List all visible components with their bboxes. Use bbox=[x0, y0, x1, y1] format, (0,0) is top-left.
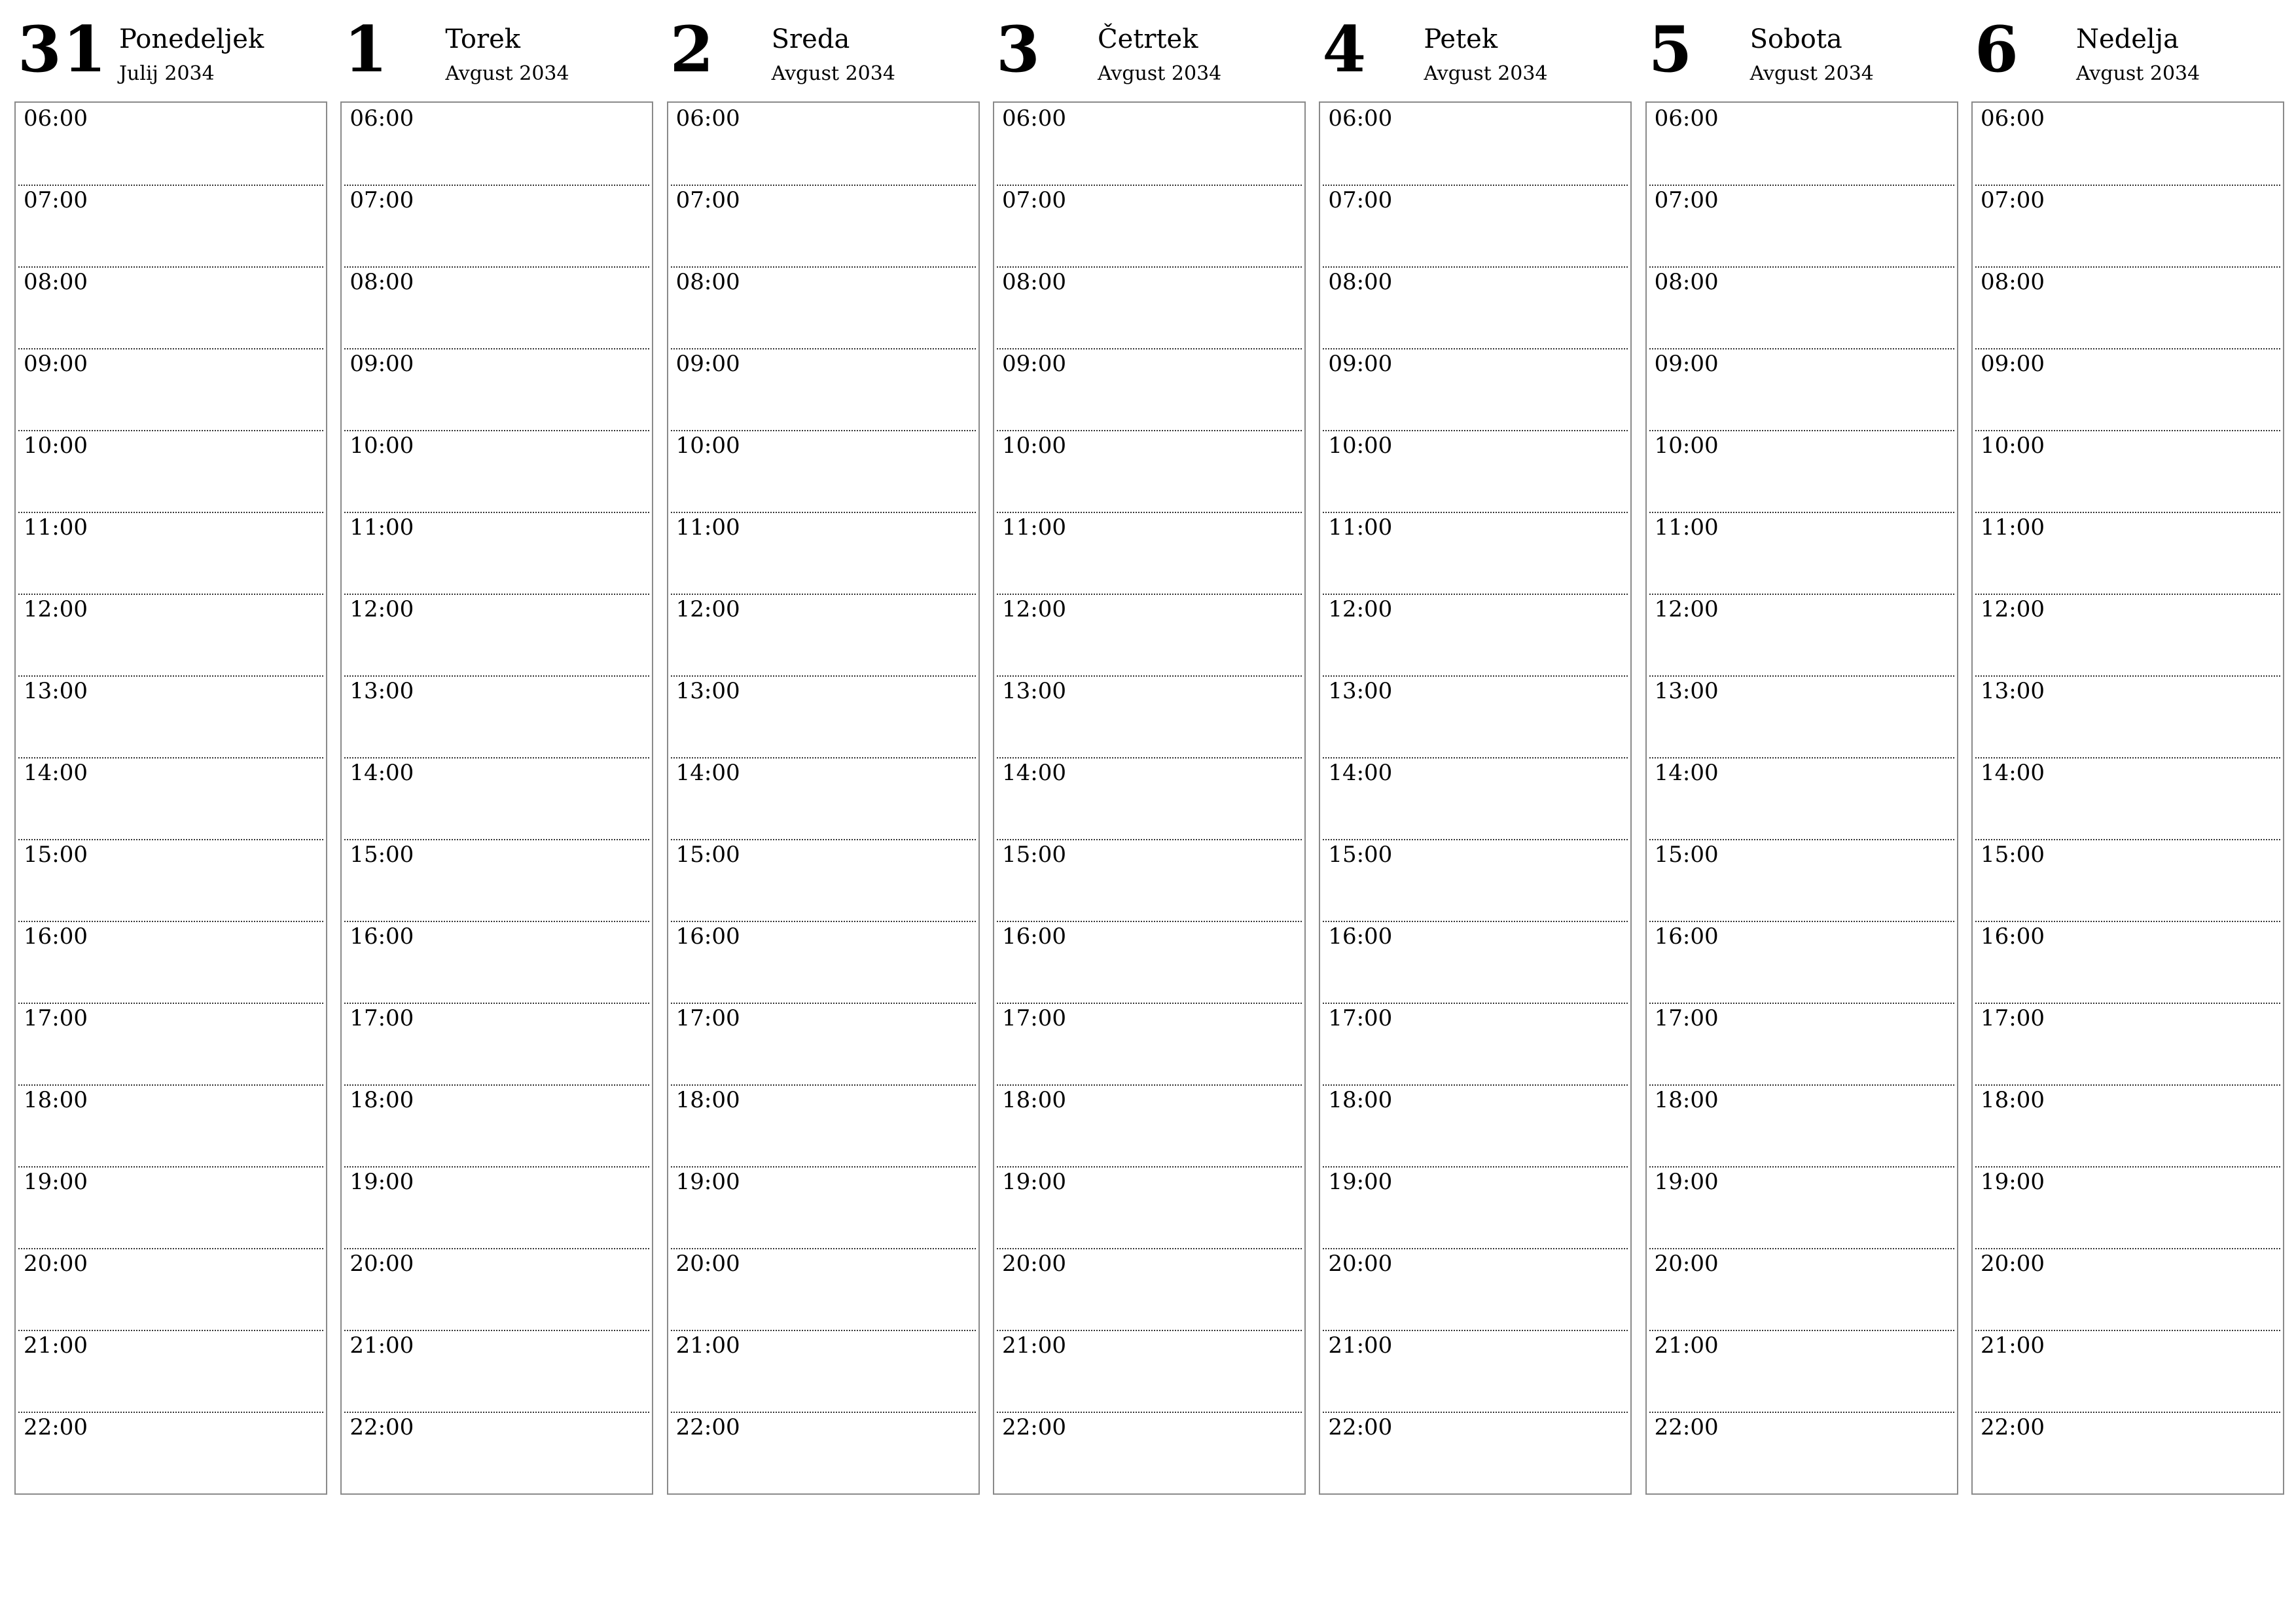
time-slot[interactable] bbox=[1320, 348, 1630, 430]
time-slot[interactable] bbox=[16, 1003, 326, 1084]
time-slot[interactable] bbox=[16, 348, 326, 430]
day-month: Avgust 2034 bbox=[1097, 62, 1222, 85]
time-slot[interactable] bbox=[668, 103, 978, 185]
time-label: 21:00 bbox=[1980, 1332, 2045, 1359]
time-slot[interactable] bbox=[1973, 1003, 2283, 1084]
time-slot[interactable] bbox=[342, 921, 652, 1003]
time-slot[interactable] bbox=[1973, 348, 2283, 430]
time-label: 14:00 bbox=[350, 760, 414, 786]
day-header bbox=[340, 0, 653, 98]
time-slot[interactable] bbox=[16, 757, 326, 839]
time-slot[interactable] bbox=[994, 266, 1304, 348]
day-header bbox=[993, 0, 1306, 98]
time-label: 12:00 bbox=[1328, 596, 1393, 622]
time-slot[interactable] bbox=[668, 839, 978, 921]
day-schedule-box bbox=[1971, 101, 2284, 1495]
time-label: 07:00 bbox=[675, 187, 740, 213]
time-label: 10:00 bbox=[1001, 433, 1066, 459]
time-slot[interactable] bbox=[1973, 430, 2283, 512]
time-label: 13:00 bbox=[1001, 678, 1066, 704]
time-label: 14:00 bbox=[1001, 760, 1066, 786]
time-slot[interactable] bbox=[342, 1330, 652, 1412]
time-slot[interactable] bbox=[1647, 921, 1957, 1003]
time-slot[interactable] bbox=[1647, 1330, 1957, 1412]
time-slot[interactable] bbox=[1973, 1412, 2283, 1493]
time-slot[interactable] bbox=[994, 675, 1304, 757]
time-slot[interactable] bbox=[16, 103, 326, 185]
time-label: 08:00 bbox=[1328, 269, 1393, 295]
day-name: Četrtek bbox=[1097, 24, 1198, 54]
time-slot[interactable] bbox=[16, 1412, 326, 1493]
time-label: 08:00 bbox=[675, 269, 740, 295]
day-month: Avgust 2034 bbox=[2075, 62, 2200, 85]
time-label: 09:00 bbox=[24, 351, 88, 377]
time-label: 09:00 bbox=[350, 351, 414, 377]
time-label: 07:00 bbox=[1980, 187, 2045, 213]
time-label: 09:00 bbox=[675, 351, 740, 377]
time-slot[interactable] bbox=[1647, 594, 1957, 675]
time-slot[interactable] bbox=[1973, 594, 2283, 675]
time-label: 17:00 bbox=[1001, 1005, 1066, 1031]
time-slot[interactable] bbox=[1320, 675, 1630, 757]
time-slot[interactable] bbox=[1647, 675, 1957, 757]
time-label: 11:00 bbox=[675, 514, 740, 541]
time-label: 20:00 bbox=[1328, 1251, 1393, 1277]
time-label: 12:00 bbox=[1654, 596, 1719, 622]
time-label: 11:00 bbox=[1001, 514, 1066, 541]
time-slot[interactable] bbox=[1647, 1084, 1957, 1166]
time-label: 13:00 bbox=[1328, 678, 1393, 704]
time-slot[interactable] bbox=[994, 757, 1304, 839]
time-label: 11:00 bbox=[24, 514, 88, 541]
time-slot[interactable] bbox=[668, 348, 978, 430]
time-label: 16:00 bbox=[1001, 923, 1066, 950]
time-label: 08:00 bbox=[24, 269, 88, 295]
time-label: 15:00 bbox=[24, 842, 88, 868]
time-label: 13:00 bbox=[1980, 678, 2045, 704]
time-slot[interactable] bbox=[668, 266, 978, 348]
time-slot[interactable] bbox=[1320, 512, 1630, 594]
time-label: 22:00 bbox=[24, 1414, 88, 1440]
time-slot[interactable] bbox=[668, 1166, 978, 1248]
time-label: 22:00 bbox=[1980, 1414, 2045, 1440]
day-header bbox=[1645, 0, 1958, 98]
time-slot[interactable] bbox=[1647, 430, 1957, 512]
day-schedule-box bbox=[14, 101, 327, 1495]
time-slot[interactable] bbox=[1973, 512, 2283, 594]
time-slot[interactable] bbox=[994, 594, 1304, 675]
time-slot[interactable] bbox=[1647, 266, 1957, 348]
time-slot[interactable] bbox=[1973, 1248, 2283, 1330]
time-label: 11:00 bbox=[1980, 514, 2045, 541]
time-slot[interactable] bbox=[16, 594, 326, 675]
day-name: Sreda bbox=[771, 24, 850, 54]
time-label: 20:00 bbox=[24, 1251, 88, 1277]
day-month: Avgust 2034 bbox=[445, 62, 569, 85]
time-slot[interactable] bbox=[668, 1084, 978, 1166]
time-label: 21:00 bbox=[1001, 1332, 1066, 1359]
day-column bbox=[1971, 0, 2284, 1505]
time-label: 12:00 bbox=[350, 596, 414, 622]
time-label: 19:00 bbox=[675, 1169, 740, 1195]
time-label: 13:00 bbox=[350, 678, 414, 704]
time-label: 20:00 bbox=[1980, 1251, 2045, 1277]
time-label: 19:00 bbox=[1980, 1169, 2045, 1195]
time-label: 12:00 bbox=[24, 596, 88, 622]
time-label: 06:00 bbox=[1328, 105, 1393, 132]
time-label: 09:00 bbox=[1980, 351, 2045, 377]
time-label: 17:00 bbox=[1328, 1005, 1393, 1031]
time-label: 15:00 bbox=[675, 842, 740, 868]
time-slot[interactable] bbox=[1320, 266, 1630, 348]
time-label: 12:00 bbox=[1980, 596, 2045, 622]
day-number: 4 bbox=[1322, 12, 1368, 86]
time-slot[interactable] bbox=[16, 185, 326, 266]
time-slot[interactable] bbox=[668, 185, 978, 266]
time-label: 11:00 bbox=[1654, 514, 1719, 541]
day-header bbox=[667, 0, 980, 98]
day-schedule-box bbox=[1645, 101, 1958, 1495]
time-slot[interactable] bbox=[1320, 1003, 1630, 1084]
time-label: 15:00 bbox=[1328, 842, 1393, 868]
time-slot[interactable] bbox=[668, 594, 978, 675]
time-slot[interactable] bbox=[994, 185, 1304, 266]
time-label: 16:00 bbox=[1980, 923, 2045, 950]
time-slot[interactable] bbox=[1973, 1166, 2283, 1248]
day-name: Petek bbox=[1424, 24, 1498, 54]
time-label: 09:00 bbox=[1654, 351, 1719, 377]
time-label: 14:00 bbox=[1654, 760, 1719, 786]
time-label: 07:00 bbox=[1328, 187, 1393, 213]
day-name: Torek bbox=[445, 24, 521, 54]
time-label: 10:00 bbox=[675, 433, 740, 459]
time-slot[interactable] bbox=[1320, 1084, 1630, 1166]
time-label: 11:00 bbox=[1328, 514, 1393, 541]
time-label: 12:00 bbox=[675, 596, 740, 622]
day-column bbox=[1319, 0, 1632, 1505]
time-slot[interactable] bbox=[994, 1248, 1304, 1330]
day-schedule-box bbox=[1319, 101, 1632, 1495]
time-label: 13:00 bbox=[24, 678, 88, 704]
day-column bbox=[667, 0, 980, 1505]
time-slot[interactable] bbox=[342, 1248, 652, 1330]
time-label: 20:00 bbox=[1001, 1251, 1066, 1277]
time-slot[interactable] bbox=[16, 921, 326, 1003]
time-label: 11:00 bbox=[350, 514, 414, 541]
weekly-planner bbox=[14, 0, 2284, 1505]
time-slot[interactable] bbox=[668, 1330, 978, 1412]
day-number: 1 bbox=[344, 12, 389, 86]
time-slot[interactable] bbox=[1973, 103, 2283, 185]
time-slot[interactable] bbox=[668, 675, 978, 757]
time-label: 18:00 bbox=[1654, 1087, 1719, 1113]
time-slot[interactable] bbox=[16, 266, 326, 348]
time-label: 07:00 bbox=[1001, 187, 1066, 213]
time-label: 09:00 bbox=[1001, 351, 1066, 377]
day-number: 3 bbox=[996, 12, 1041, 86]
time-slot[interactable] bbox=[1320, 921, 1630, 1003]
time-slot[interactable] bbox=[16, 1248, 326, 1330]
time-label: 22:00 bbox=[1328, 1414, 1393, 1440]
time-slot[interactable] bbox=[994, 1412, 1304, 1493]
time-slot[interactable] bbox=[668, 921, 978, 1003]
time-slot[interactable] bbox=[1973, 675, 2283, 757]
time-label: 15:00 bbox=[350, 842, 414, 868]
time-slot[interactable] bbox=[342, 757, 652, 839]
time-label: 10:00 bbox=[1654, 433, 1719, 459]
time-slot[interactable] bbox=[668, 512, 978, 594]
time-label: 07:00 bbox=[1654, 187, 1719, 213]
time-label: 19:00 bbox=[350, 1169, 414, 1195]
time-label: 17:00 bbox=[350, 1005, 414, 1031]
time-label: 20:00 bbox=[350, 1251, 414, 1277]
time-label: 06:00 bbox=[1980, 105, 2045, 132]
day-column bbox=[1645, 0, 1958, 1505]
day-name: Ponedeljek bbox=[119, 24, 264, 54]
day-name: Nedelja bbox=[2075, 24, 2179, 54]
time-slot[interactable] bbox=[1320, 1330, 1630, 1412]
time-label: 13:00 bbox=[1654, 678, 1719, 704]
time-slot[interactable] bbox=[342, 430, 652, 512]
time-slot[interactable] bbox=[342, 1084, 652, 1166]
time-slot[interactable] bbox=[1647, 348, 1957, 430]
time-label: 16:00 bbox=[675, 923, 740, 950]
time-label: 10:00 bbox=[350, 433, 414, 459]
day-month: Avgust 2034 bbox=[771, 62, 895, 85]
day-column bbox=[340, 0, 653, 1505]
time-slot[interactable] bbox=[342, 1166, 652, 1248]
time-slot[interactable] bbox=[1647, 512, 1957, 594]
time-slot[interactable] bbox=[994, 839, 1304, 921]
time-slot[interactable] bbox=[1320, 594, 1630, 675]
time-label: 08:00 bbox=[1654, 269, 1719, 295]
day-header bbox=[1971, 0, 2284, 98]
time-slot[interactable] bbox=[342, 594, 652, 675]
time-slot[interactable] bbox=[994, 921, 1304, 1003]
time-slot[interactable] bbox=[1647, 1412, 1957, 1493]
time-label: 14:00 bbox=[1328, 760, 1393, 786]
time-label: 18:00 bbox=[1328, 1087, 1393, 1113]
time-slot[interactable] bbox=[1973, 839, 2283, 921]
time-slot[interactable] bbox=[994, 512, 1304, 594]
time-label: 18:00 bbox=[1980, 1087, 2045, 1113]
day-header bbox=[14, 0, 327, 98]
time-slot[interactable] bbox=[342, 1003, 652, 1084]
time-label: 10:00 bbox=[1328, 433, 1393, 459]
time-label: 12:00 bbox=[1001, 596, 1066, 622]
time-slot[interactable] bbox=[994, 1330, 1304, 1412]
time-slot[interactable] bbox=[1647, 757, 1957, 839]
time-label: 06:00 bbox=[24, 105, 88, 132]
time-label: 21:00 bbox=[675, 1332, 740, 1359]
time-label: 22:00 bbox=[1654, 1414, 1719, 1440]
time-slot[interactable] bbox=[668, 757, 978, 839]
time-slot[interactable] bbox=[342, 1412, 652, 1493]
time-slot[interactable] bbox=[1973, 1084, 2283, 1166]
time-label: 17:00 bbox=[1980, 1005, 2045, 1031]
time-label: 06:00 bbox=[1654, 105, 1719, 132]
time-slot[interactable] bbox=[16, 1330, 326, 1412]
time-slot[interactable] bbox=[1973, 1330, 2283, 1412]
time-label: 10:00 bbox=[24, 433, 88, 459]
time-slot[interactable] bbox=[1647, 185, 1957, 266]
time-slot[interactable] bbox=[16, 1166, 326, 1248]
time-slot[interactable] bbox=[342, 512, 652, 594]
time-label: 15:00 bbox=[1654, 842, 1719, 868]
time-slot[interactable] bbox=[16, 1084, 326, 1166]
day-month: Julij 2034 bbox=[119, 62, 215, 85]
day-number: 5 bbox=[1648, 12, 1694, 86]
day-month: Avgust 2034 bbox=[1424, 62, 1548, 85]
time-slot[interactable] bbox=[994, 103, 1304, 185]
time-slot[interactable] bbox=[1320, 757, 1630, 839]
time-slot[interactable] bbox=[342, 103, 652, 185]
time-slot[interactable] bbox=[1647, 1248, 1957, 1330]
time-label: 16:00 bbox=[24, 923, 88, 950]
time-label: 18:00 bbox=[1001, 1087, 1066, 1113]
time-slot[interactable] bbox=[1320, 430, 1630, 512]
time-label: 18:00 bbox=[675, 1087, 740, 1113]
time-slot[interactable] bbox=[1320, 839, 1630, 921]
day-number: 6 bbox=[1974, 12, 2020, 86]
day-month: Avgust 2034 bbox=[1749, 62, 1874, 85]
time-slot[interactable] bbox=[668, 1412, 978, 1493]
time-slot[interactable] bbox=[342, 348, 652, 430]
time-label: 21:00 bbox=[350, 1332, 414, 1359]
time-label: 21:00 bbox=[1654, 1332, 1719, 1359]
time-label: 22:00 bbox=[1001, 1414, 1066, 1440]
time-label: 20:00 bbox=[675, 1251, 740, 1277]
time-slot[interactable] bbox=[16, 430, 326, 512]
time-slot[interactable] bbox=[668, 1003, 978, 1084]
time-slot[interactable] bbox=[1647, 1003, 1957, 1084]
day-header bbox=[1319, 0, 1632, 98]
time-slot[interactable] bbox=[1320, 1248, 1630, 1330]
day-number: 2 bbox=[670, 12, 715, 86]
time-label: 06:00 bbox=[675, 105, 740, 132]
time-label: 14:00 bbox=[24, 760, 88, 786]
time-label: 22:00 bbox=[675, 1414, 740, 1440]
time-slot[interactable] bbox=[16, 839, 326, 921]
time-slot[interactable] bbox=[1320, 103, 1630, 185]
time-slot[interactable] bbox=[994, 1084, 1304, 1166]
time-slot[interactable] bbox=[342, 266, 652, 348]
time-slot[interactable] bbox=[342, 675, 652, 757]
time-slot[interactable] bbox=[1647, 839, 1957, 921]
time-slot[interactable] bbox=[1647, 1166, 1957, 1248]
time-label: 14:00 bbox=[1980, 760, 2045, 786]
time-label: 08:00 bbox=[1001, 269, 1066, 295]
time-label: 19:00 bbox=[24, 1169, 88, 1195]
time-slot[interactable] bbox=[1973, 757, 2283, 839]
time-slot[interactable] bbox=[1320, 1412, 1630, 1493]
time-label: 16:00 bbox=[1654, 923, 1719, 950]
time-slot[interactable] bbox=[342, 185, 652, 266]
time-slot[interactable] bbox=[16, 675, 326, 757]
time-slot[interactable] bbox=[994, 1003, 1304, 1084]
time-label: 22:00 bbox=[350, 1414, 414, 1440]
time-label: 17:00 bbox=[1654, 1005, 1719, 1031]
time-slot[interactable] bbox=[668, 1248, 978, 1330]
day-number: 31 bbox=[18, 12, 108, 86]
time-label: 06:00 bbox=[350, 105, 414, 132]
time-label: 09:00 bbox=[1328, 351, 1393, 377]
time-slot[interactable] bbox=[1320, 185, 1630, 266]
time-label: 10:00 bbox=[1980, 433, 2045, 459]
time-label: 15:00 bbox=[1980, 842, 2045, 868]
time-label: 07:00 bbox=[350, 187, 414, 213]
time-slot[interactable] bbox=[994, 348, 1304, 430]
time-slot[interactable] bbox=[1973, 921, 2283, 1003]
time-label: 07:00 bbox=[24, 187, 88, 213]
time-slot[interactable] bbox=[1647, 103, 1957, 185]
time-slot[interactable] bbox=[1320, 1166, 1630, 1248]
time-label: 16:00 bbox=[1328, 923, 1393, 950]
time-label: 20:00 bbox=[1654, 1251, 1719, 1277]
time-slot[interactable] bbox=[1973, 266, 2283, 348]
time-slot[interactable] bbox=[1973, 185, 2283, 266]
day-column bbox=[993, 0, 1306, 1505]
time-label: 16:00 bbox=[350, 923, 414, 950]
time-label: 17:00 bbox=[675, 1005, 740, 1031]
time-label: 13:00 bbox=[675, 678, 740, 704]
time-label: 18:00 bbox=[350, 1087, 414, 1113]
time-label: 19:00 bbox=[1654, 1169, 1719, 1195]
time-label: 14:00 bbox=[675, 760, 740, 786]
time-slot[interactable] bbox=[16, 512, 326, 594]
time-label: 21:00 bbox=[24, 1332, 88, 1359]
day-schedule-box bbox=[667, 101, 980, 1495]
time-label: 18:00 bbox=[24, 1087, 88, 1113]
time-label: 08:00 bbox=[350, 269, 414, 295]
time-label: 08:00 bbox=[1980, 269, 2045, 295]
time-label: 17:00 bbox=[24, 1005, 88, 1031]
time-slot[interactable] bbox=[994, 430, 1304, 512]
day-column bbox=[14, 0, 327, 1505]
time-slot[interactable] bbox=[342, 839, 652, 921]
time-slot[interactable] bbox=[994, 1166, 1304, 1248]
day-schedule-box bbox=[993, 101, 1306, 1495]
time-label: 19:00 bbox=[1001, 1169, 1066, 1195]
time-label: 19:00 bbox=[1328, 1169, 1393, 1195]
time-label: 21:00 bbox=[1328, 1332, 1393, 1359]
time-label: 15:00 bbox=[1001, 842, 1066, 868]
day-name: Sobota bbox=[1749, 24, 1842, 54]
time-label: 06:00 bbox=[1001, 105, 1066, 132]
time-slot[interactable] bbox=[668, 430, 978, 512]
day-schedule-box bbox=[340, 101, 653, 1495]
